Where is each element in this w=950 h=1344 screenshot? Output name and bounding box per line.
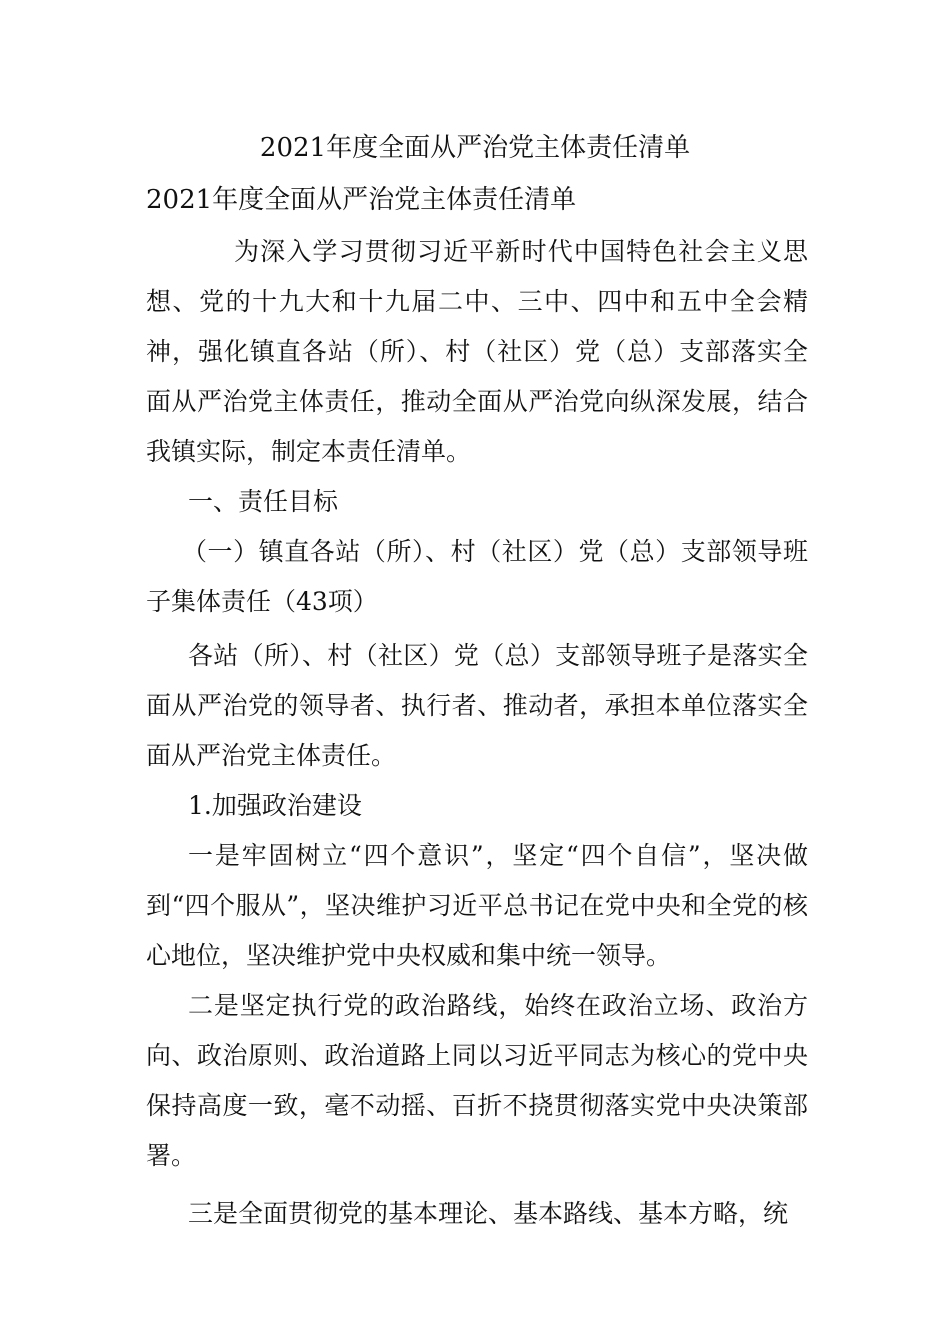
document-subtitle: 2021年度全面从严治党主体责任清单 [146,185,577,215]
body-paragraph: 一是牢固树立“四个意识”，坚定“四个自信”，坚决做到“四个服从”，坚决维护习近平总书记在党中央和全党的核心地位，坚决维护党中央权威和集中统一领导。 [146,841,808,970]
item-heading-political-construction: 1.加强政治建设 [188,791,362,820]
document-title: 2021年度全面从严治党主体责任清单 [259,133,691,163]
intro-paragraph: 为深入学习贯彻习近平新时代中国特色社会主义思想、党的十九大和十九届二中、三中、四中和五中全会精神，强化镇直各站（所）、村（社区）党（总）支部落实全面从严治党主体责任，推动全面从严治党向纵深发展，结合我镇实际，制定本责任清单。 [146,237,808,466]
body-paragraph: 三是全面贯彻党的基本理论、基本路线、基本方略，统 [188,1199,789,1228]
document-body [146,227,808,1239]
body-paragraph: 二是坚定执行党的政治路线，始终在政治立场、政治方向、政治原则、政治道路上同以习近平同志为核心的党中央保持高度一致，毫不动摇、百折不挠贯彻落实党中央决策部署。 [146,991,808,1170]
section-heading-responsibility-goals: 一、责任目标 [188,487,339,516]
body-paragraph: 各站（所）、村（社区）党（总）支部领导班子是落实全面从严治党的领导者、执行者、推动者，承担本单位落实全面从严治党主体责任。 [146,641,808,770]
subsection-heading-collective-responsibility: （一）镇直各站（所）、村（社区）党（总）支部领导班子集体责任（43项） [146,537,808,616]
